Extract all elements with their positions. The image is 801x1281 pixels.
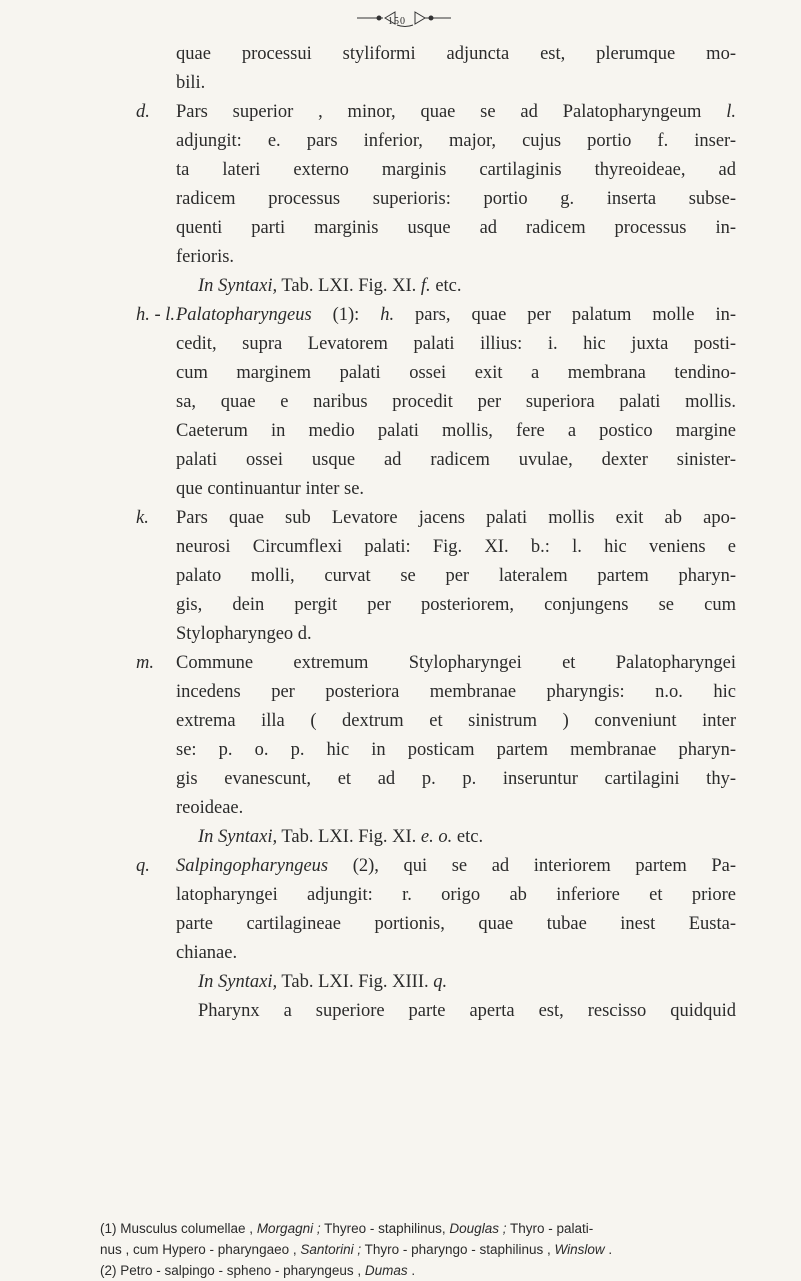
footnotes (100, 1218, 740, 1281)
margin-label: h. - l. (136, 305, 176, 325)
footnote: (2) Petro - salpingo - spheno - pharyngeus , Dumas . (100, 1263, 416, 1278)
text-line: cum marginem palati ossei exit a membrana tendino- (176, 363, 736, 383)
text-line: reoideae. (176, 798, 244, 818)
text-line: quenti parti marginis usque ad radicem processus in- (176, 218, 736, 238)
text-line: se: p. o. p. hic in posticam partem membranae pharyn- (176, 740, 736, 760)
text-line: latopharyngei adjungit: r. origo ab inferiore et priore (176, 885, 736, 905)
text-line: que continuantur inter se. (176, 479, 365, 499)
text-line: Pharynx a superiore parte aperta est, rescisso quidquid (198, 1001, 736, 1021)
text-line: h. - l. Palatopharyngeus (1): h. pars, quae per palatum molle in- (176, 301, 736, 330)
text-line: gis evanescunt, et ad p. p. inseruntur cartilagini thy- (176, 769, 736, 789)
text-line: adjungit: e. pars inferior, major, cujus portio f. inser- (176, 131, 736, 151)
margin-label: d. (136, 102, 150, 122)
text-line: radicem processus superioris: portio g. inserta subse- (176, 189, 736, 209)
text-line: Stylopharyngeo d. (176, 624, 312, 644)
text-line: palato molli, curvat se per lateralem partem pharyn- (176, 566, 736, 586)
text-line: Caeterum in medio palati mollis, fere a postico margine (176, 421, 736, 441)
margin-label: q. (136, 856, 150, 876)
syntaxi-reference: In Syntaxi, Tab. LXI. Fig. XI. f. etc. (198, 276, 462, 296)
text-line: palati ossei usque ad radicem uvulae, dexter sinister- (176, 450, 736, 470)
text-line: ta lateri externo marginis cartilaginis thyreoideae, ad (176, 160, 736, 180)
text-line: d. Pars superior , minor, quae se ad Palatopharyngeum l. (176, 98, 736, 127)
margin-label: m. (136, 653, 154, 673)
text-line: sa, quae e naribus procedit per superiora palati mollis. (176, 392, 736, 412)
margin-label: k. (136, 508, 149, 528)
text-line: chianae. (176, 943, 238, 963)
text-line: q. Salpingopharyngeus (2), qui se ad interiorem partem Pa- (176, 852, 736, 881)
text-line: incedens per posteriora membranae pharyngis: n.o. hic (176, 682, 736, 702)
text-line: parte cartilagineae portionis, quae tubae inest Eusta- (176, 914, 736, 934)
main-text (136, 40, 737, 1026)
footnote: nus , cum Hypero - pharyngaeo , Santorini ; Thyro - pharyngo - staphilinus , Winslow . (100, 1242, 613, 1257)
syntaxi-reference: In Syntaxi, Tab. LXI. Fig. XIII. q. (198, 972, 448, 992)
text-line: cedit, supra Levatorem palati illius: i. hic juxta posti- (176, 334, 736, 354)
text-line: extrema illa ( dextrum et sinistrum ) conveniunt inter (176, 711, 736, 731)
footnote: (1) Musculus columellae , Morgagni ; Thyreo - staphilinus, Douglas ; Thyro - palati- (100, 1221, 594, 1236)
text-line: quae processui styliformi adjuncta est, plerumque mo- (176, 44, 736, 64)
text-line: m. Commune extremum Stylopharyngei et Palatopharyngei (176, 649, 736, 678)
syntaxi-reference: In Syntaxi, Tab. LXI. Fig. XI. e. o. etc. (198, 827, 484, 847)
text-line: neurosi Circumflexi palati: Fig. XI. b.: l. hic veniens e (176, 537, 736, 557)
text-line: bili. (176, 73, 206, 93)
page-number: 150 (388, 16, 406, 27)
page-header (0, 8, 801, 36)
text-line: k. Pars quae sub Levatore jacens palati mollis exit ab apo- (176, 504, 736, 533)
text-line: gis, dein pergit per posteriorem, conjungens se cum (176, 595, 736, 615)
text-line: ferioris. (176, 247, 235, 267)
